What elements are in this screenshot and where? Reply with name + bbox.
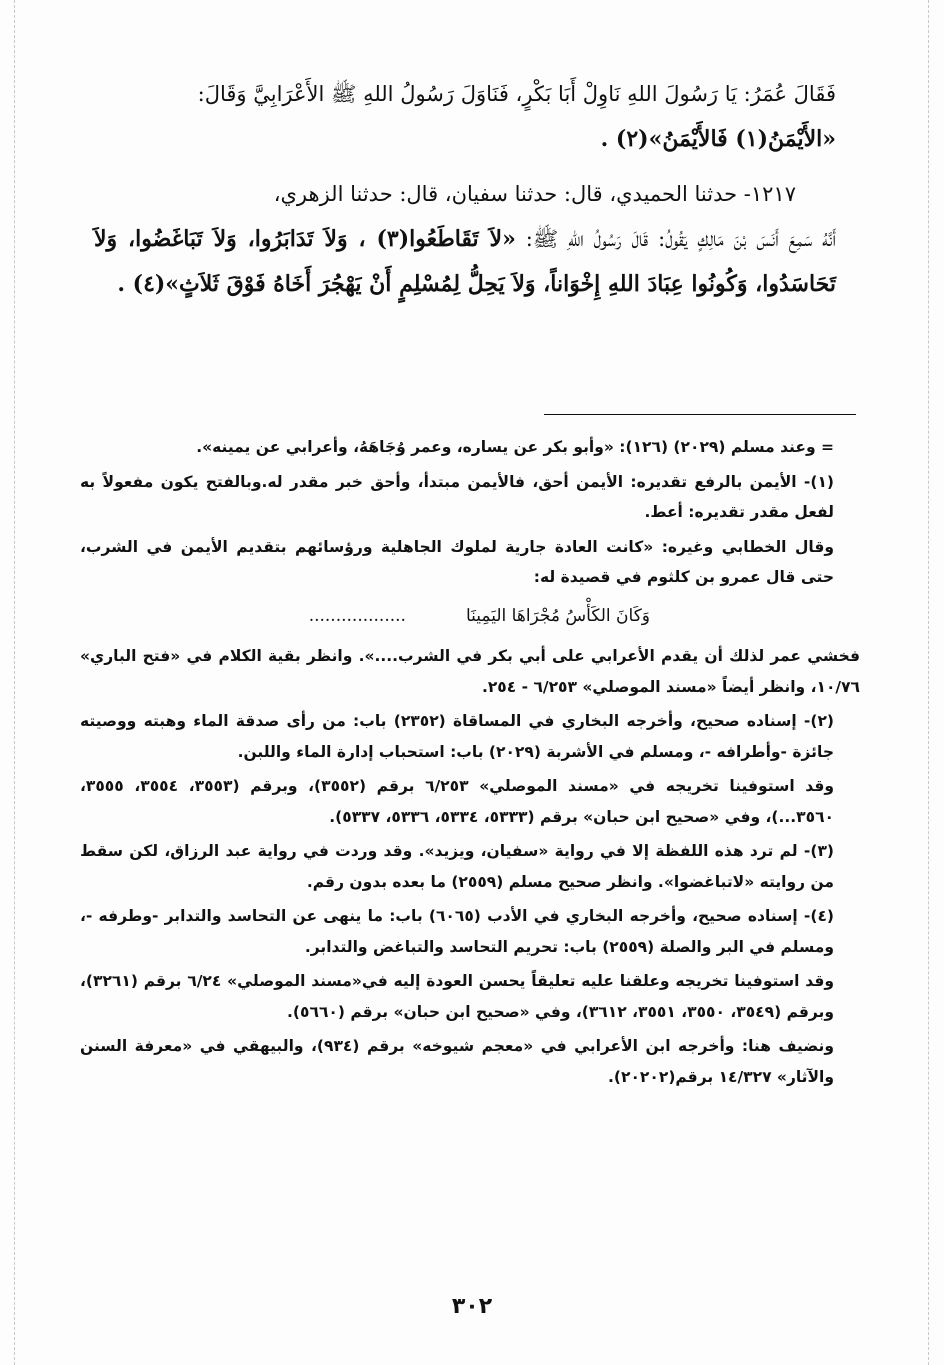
- main-text: [94, 72, 836, 307]
- footnote-3: (٣)- لم ترد هذه اللفظة إلا في رواية «سفيان، ويزيد». وقد وردت في رواية عبد الرزاق، لكن سقط من روايته «لاتباغضوا». وانظر صحيح مسلم (٢٥٥٩) ما بعده بدون رقم.: [80, 842, 834, 891]
- footnote-4-refs: وقد استوفينا تخريجه وعلقنا عليه تعليقاً يحسن العودة إليه في«مسند الموصلي» ٦/٢٤ برقم (٣٢٦١)، وبرقم (٣٥٤٩، ٣٥٥٠، ٣٥٥١، ٣٦١٢)، وفي «صحيح ابن حبان» برقم (٥٦٦٠).: [80, 972, 834, 1021]
- hadith-heading: ١٢١٧- حدثنا الحميدي، قال: حدثنا سفيان، قال: حدثنا الزهري،: [273, 182, 796, 206]
- hadith-intro: أَنَّهُ سَمِعَ أَنَسَ بْنَ مَالِكٍ يَقُولُ: قَالَ رَسُولُ اللهِ ﷺ:: [515, 227, 837, 251]
- footnote-continuation: = وعند مسلم (٢٠٢٩) (١٢٦): «وأبو بكر عن يساره، وعمر وُجَاهَهُ، وأعرابي عن يمينه».: [196, 438, 834, 456]
- poem-verse-dots: ..................: [308, 605, 406, 626]
- footnote-separator: [544, 414, 856, 415]
- spacer: [94, 162, 836, 172]
- footnote-2-refs: وقد استوفينا تخريجه في «مسند الموصلي» ٦/٢٥٣ برقم (٣٥٥٢)، وبرقم (٣٥٥٣، ٣٥٥٤، ٣٥٥٥، ٣٥٦٠...)، وفي «صحيح ابن حبان» برقم (٥٣٣٣، ٥٣٣٤، ٥٣٣٦، ٥٣٣٧).: [80, 777, 834, 826]
- footnote-1-end: فخشي عمر لذلك أن يقدم الأعرابي على أبي بكر في الشرب....». وانظر بقية الكلام في «فتح الباري» ١٠/٧٦، وانظر أيضاً «مسند الموصلي» ٦/٢٥٣ - ٢٥٤.: [80, 647, 860, 696]
- poem-verse: [80, 601, 860, 632]
- footnotes: [80, 432, 860, 1096]
- page-edge-left: [14, 0, 15, 1365]
- footnote-1: (١)- الأيمن بالرفع تقديره: الأيمن أحق، فالأيمن مبتدأ، وأحق خبر مقدر له.وبالفتح يكون مفعولاً به لفعل مقدر تقديره: أعط.: [80, 472, 834, 521]
- main-line-2: «الأَيْمَنُ(١) فَالأَيْمَنُ»(٢) .: [600, 126, 836, 152]
- footnote-4-addition: ونضيف هنا: وأخرجه ابن الأعرابي في «معجم شيوخه» برقم (٩٣٤)، والبيهقي في «معرفة السنن والآثار» ١٤/٣٢٧ برقم(٢٠٢٠٢).: [80, 1037, 834, 1086]
- footnote-4: (٤)- إسناده صحيح، وأخرجه البخاري في الأدب (٦٠٦٥) باب: ما ينهى عن التحاسد والتدابر -وطرفه -، ومسلم في البر والصلة (٢٥٥٩) باب: تحريم التحاسد والتباغض والتدابر.: [80, 907, 834, 956]
- footnote-2: (٢)- إسناده صحيح، وأخرجه البخاري في المساقاة (٢٣٥٢) باب: من رأى صدقة الماء وهبته ووصيته جائزة -وأطرافه -، ومسلم في الأشربة (٢٠٢٩) باب: استحباب إدارة الماء واللبن.: [80, 712, 835, 761]
- poem-verse-text: وَكَانَ الكَأْسُ مُجْرَاهَا اليَمِينَا: [465, 605, 650, 626]
- main-line-1: فَقَالَ عُمَرُ: يَا رَسُولَ اللهِ نَاوِلْ أَبَا بَكْرٍ، فَنَاوَلَ رَسُولُ اللهِ ﷺ الأَعْرَابِيَّ وَقَالَ:: [197, 82, 836, 106]
- hadith-text: «لاَ تَقَاطَعُوا(٣) ، وَلاَ تَدَابَرُوا، وَلاَ تَبَاغَضُوا، وَلاَ تَحَاسَدُوا، وَكُونُوا عِبَادَ اللهِ إِخْوَاناً، وَلاَ يَحِلُّ لِمُسْلِمٍ أَنْ يَهْجُرَ أَخَاهُ فَوْقَ ثَلاَثٍ»(٤) .: [94, 226, 836, 297]
- page-number: ٣٠٢: [451, 1294, 493, 1319]
- hadith-body: [94, 217, 836, 307]
- page-edge-right: [928, 0, 929, 1365]
- footnote-1-quote: وقال الخطابي وغيره: «كانت العادة جارية لملوك الجاهلية ورؤسائهم بتقديم الأيمن في الشرب، حتى قال عمرو بن كلثوم في قصيدة له:: [80, 537, 834, 586]
